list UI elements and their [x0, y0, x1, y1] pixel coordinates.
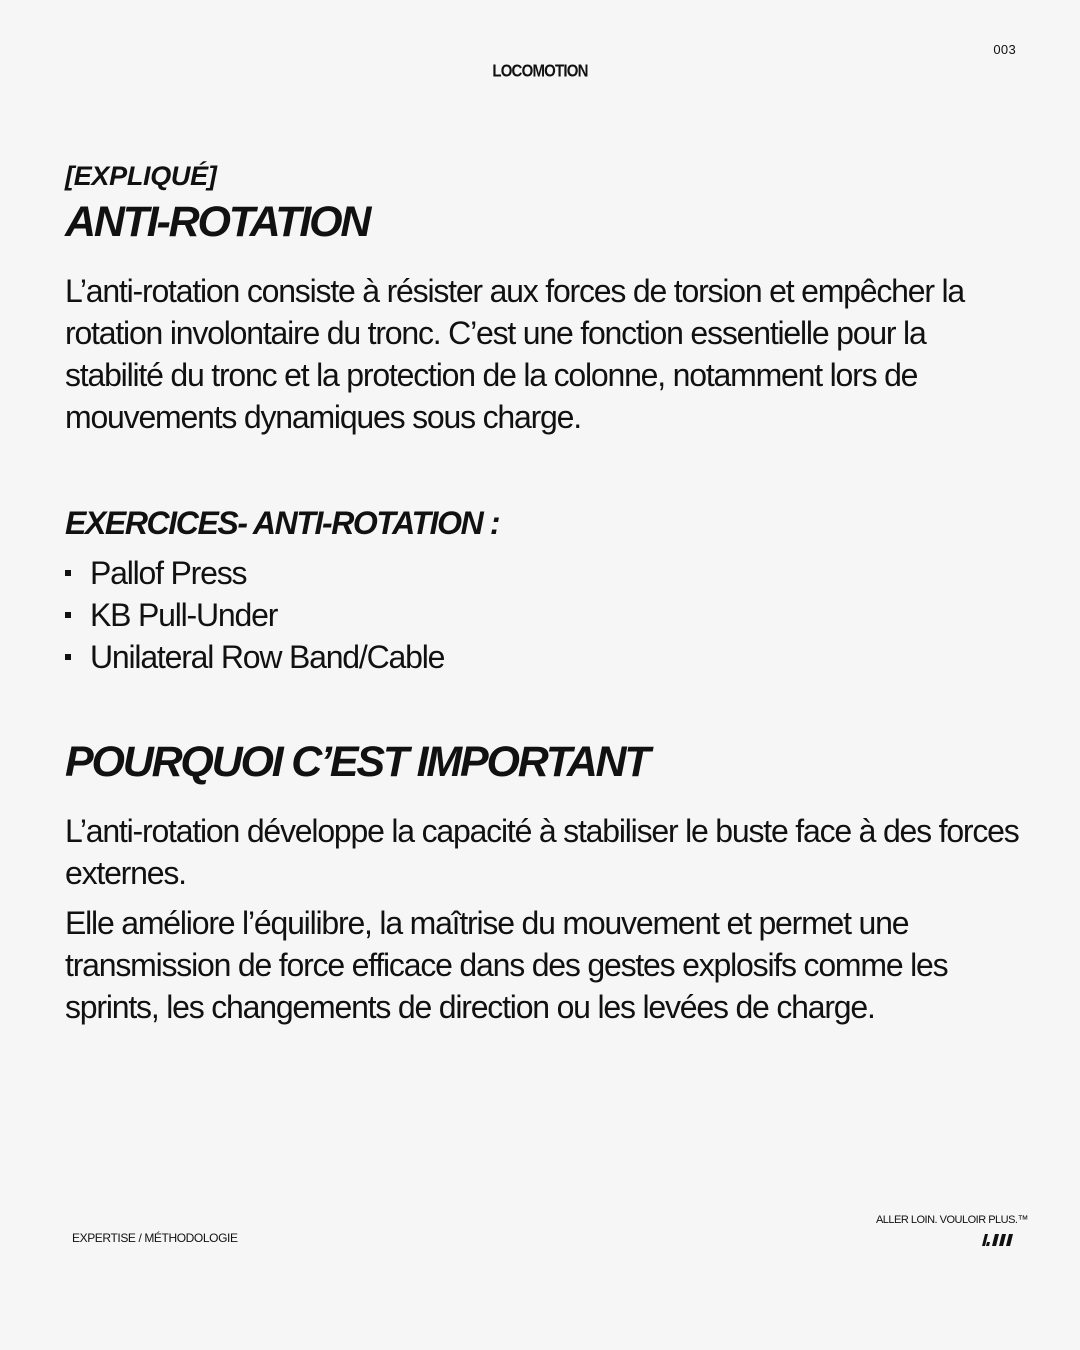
list-item — [65, 552, 1025, 594]
exercise-list — [65, 552, 1025, 678]
bullet-square-icon — [65, 654, 71, 660]
page-number: 003 — [993, 42, 1016, 57]
page-title: ANTI-ROTATION — [65, 198, 370, 246]
main-content — [65, 158, 1025, 1028]
footer-category: EXPERTISE / MÉTHODOLOGIE — [72, 1231, 238, 1245]
eyebrow-label: [EXPLIQUÉ] — [65, 161, 217, 191]
why-paragraph-2: Elle améliore l’équilibre, la maîtrise du mouvement et permet une transmission de force efficace dans des gestes explosifs comme les sprints, les changements de direction ou les levées de charge. — [65, 905, 948, 1025]
exercises-heading: EXERCICES- ANTI-ROTATION : — [65, 505, 500, 541]
exercise-label: Unilateral Row Band/Cable — [90, 639, 445, 675]
bullet-square-icon — [65, 570, 71, 576]
footer-tagline: ALLER LOIN. VOULOIR PLUS.™ — [875, 1214, 1028, 1226]
why-heading: POURQUOI C’EST IMPORTANT — [65, 738, 649, 786]
exercise-label: KB Pull-Under — [90, 597, 278, 633]
brand-logo: LOCOMOTION — [492, 61, 588, 82]
list-item — [65, 594, 1025, 636]
why-paragraph-1: L’anti-rotation développe la capacité à stabiliser le buste face à des forces externes. — [65, 813, 1019, 891]
bullet-square-icon — [65, 612, 71, 618]
intro-paragraph: L’anti-rotation consiste à résister aux forces de torsion et empêcher la rotation involontaire du tronc. C’est une fonction essentielle pour la stabilité du tronc et la protection de la colonne, notamment lors de mouvements dynamiques sous charge. — [65, 273, 964, 435]
exercise-label: Pallof Press — [90, 555, 247, 591]
speed-lines-icon — [982, 1234, 1016, 1246]
list-item — [65, 636, 1025, 678]
